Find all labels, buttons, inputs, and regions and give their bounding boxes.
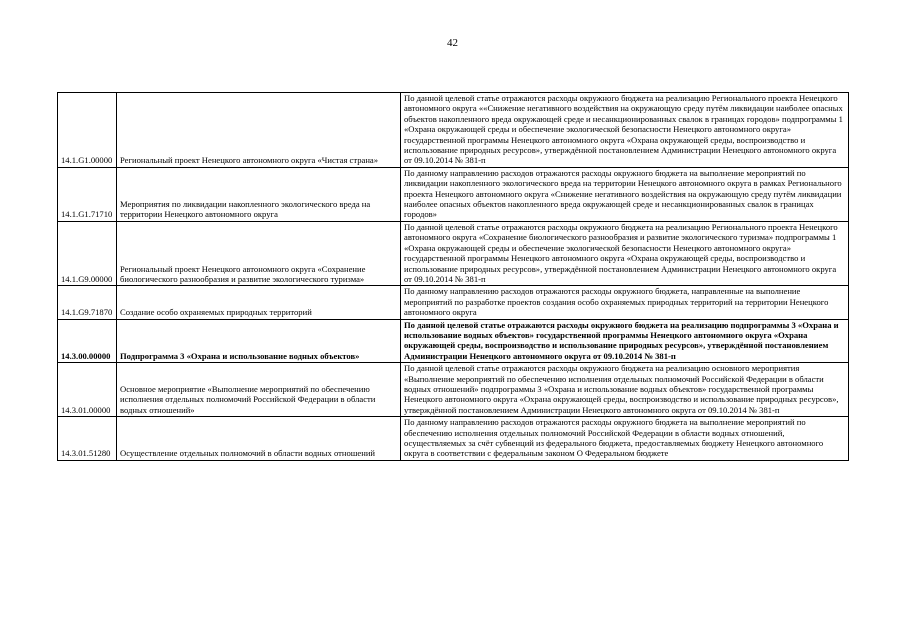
table-row-subprogram — [58, 319, 849, 363]
table-row — [58, 221, 849, 285]
row-code: 14.3.00.00000 — [58, 319, 117, 363]
row-code: 14.1.G1.00000 — [58, 93, 117, 168]
table-row — [58, 363, 849, 417]
row-name: Региональный проект Ненецкого автономного округа «Сохранение биологического разнообразия и развитие экологического туризма» — [117, 221, 401, 285]
row-description: По данной целевой статье отражаются расходы окружного бюджета на реализацию Регионального проекта Ненецкого автономного округа ««Снижение негативного воздействия на окружающую среду путём ликвидации наиболее опасных объектов накопленного вреда окружающей среде и несанкционированных свалок в границах городов» подпрограммы 1 «Охрана окружающей среды и обеспечение экологической безопасности Ненецкого автономного округа» государственной программы Ненецкого автономного округа «Охрана окружающей среды, воспроизводство и использование природных ресурсов», утверждённой постановлением Администрации Ненецкого автономного округа от 09.10.2014 № 381-п — [401, 93, 849, 168]
page-number: 42 — [447, 37, 458, 49]
row-code: 14.3.01.51280 — [58, 417, 117, 461]
row-description: По данной целевой статье отражаются расходы окружного бюджета на реализацию основного мероприятия «Выполнение мероприятий по обеспечению исполнения отдельных полномочий Российской Федерации в области водных отношений» подпрограммы 3 «Охрана и использование водных объектов» государственной программы Ненецкого автономного округа «Охрана окружающей среды, воспроизводство и использование природных ресурсов», утверждённой постановлением Администрации Ненецкого автономного округа от 09.10.2014 № 381-п — [401, 363, 849, 417]
row-code: 14.1.G9.00000 — [58, 221, 117, 285]
row-name: Осуществление отдельных полномочий в области водных отношений — [117, 417, 401, 461]
table-row — [58, 286, 849, 319]
row-description: По данному направлению расходов отражаются расходы окружного бюджета на выполнение мероприятий по ликвидации накопленного экологического вреда на территории Ненецкого автономного округа в рамках Регионального проекта Ненецкого автономного округа «Снижение негативного воздействия на окружающую среду путём ликвидации наиболее опасных объектов накопленного вреда окружающей среде и несанкционированных свалок в границах городов» — [401, 167, 849, 221]
row-name: Региональный проект Ненецкого автономного округа «Чистая страна» — [117, 93, 401, 168]
row-name: Основное мероприятие «Выполнение мероприятий по обеспечению исполнения отдельных полномочий Российской Федерации в области водных отношений» — [117, 363, 401, 417]
row-description: По данному направлению расходов отражаются расходы окружного бюджета на выполнение мероприятий по обеспечению исполнения отдельных полномочий Российской Федерации в области водных отношений, осуществляемых за счёт субвенций из федерального бюджета, предоставляемых бюджету Ненецкого автономного округа в соответствии с федеральным законом О Федеральном бюджете — [401, 417, 849, 461]
table-row — [58, 93, 849, 168]
row-code: 14.1.G9.71870 — [58, 286, 117, 319]
budget-classification-table — [57, 92, 849, 461]
row-code: 14.3.01.00000 — [58, 363, 117, 417]
table-row — [58, 417, 849, 461]
row-name: Подпрограмма 3 «Охрана и использование водных объектов» — [117, 319, 401, 363]
row-description: По данной целевой статье отражаются расходы окружного бюджета на реализацию Регионального проекта Ненецкого автономного округа «Сохранение биологического разнообразия и развитие экологического туризма» подпрограммы 1 «Охрана окружающей среды и обеспечение экологической безопасности Ненецкого автономного округа» государственной программы Ненецкого автономного округа «Охрана окружающей среды, воспроизводство и использование природных ресурсов», утверждённой постановлением Администрации Ненецкого автономного округа от 09.10.2014 № 381-п — [401, 221, 849, 285]
row-description: По данной целевой статье отражаются расходы окружного бюджета на реализацию подпрограммы 3 «Охрана и использование водных объектов» государственной программы Ненецкого автономного округа «Охрана окружающей среды, воспроизводство и использование природных ресурсов», утверждённой постановлением Администрации Ненецкого автономного округа от 09.10.2014 № 381-п — [401, 319, 849, 363]
row-name: Мероприятия по ликвидации накопленного экологического вреда на территории Ненецкого автономного округа — [117, 167, 401, 221]
row-name: Создание особо охраняемых природных территорий — [117, 286, 401, 319]
row-code: 14.1.G1.71710 — [58, 167, 117, 221]
row-description: По данному направлению расходов отражаются расходы окружного бюджета, направленные на выполнение мероприятий по разработке проектов создания особо охраняемых природных территорий на территории Ненецкого автономного округа — [401, 286, 849, 319]
table-row — [58, 167, 849, 221]
